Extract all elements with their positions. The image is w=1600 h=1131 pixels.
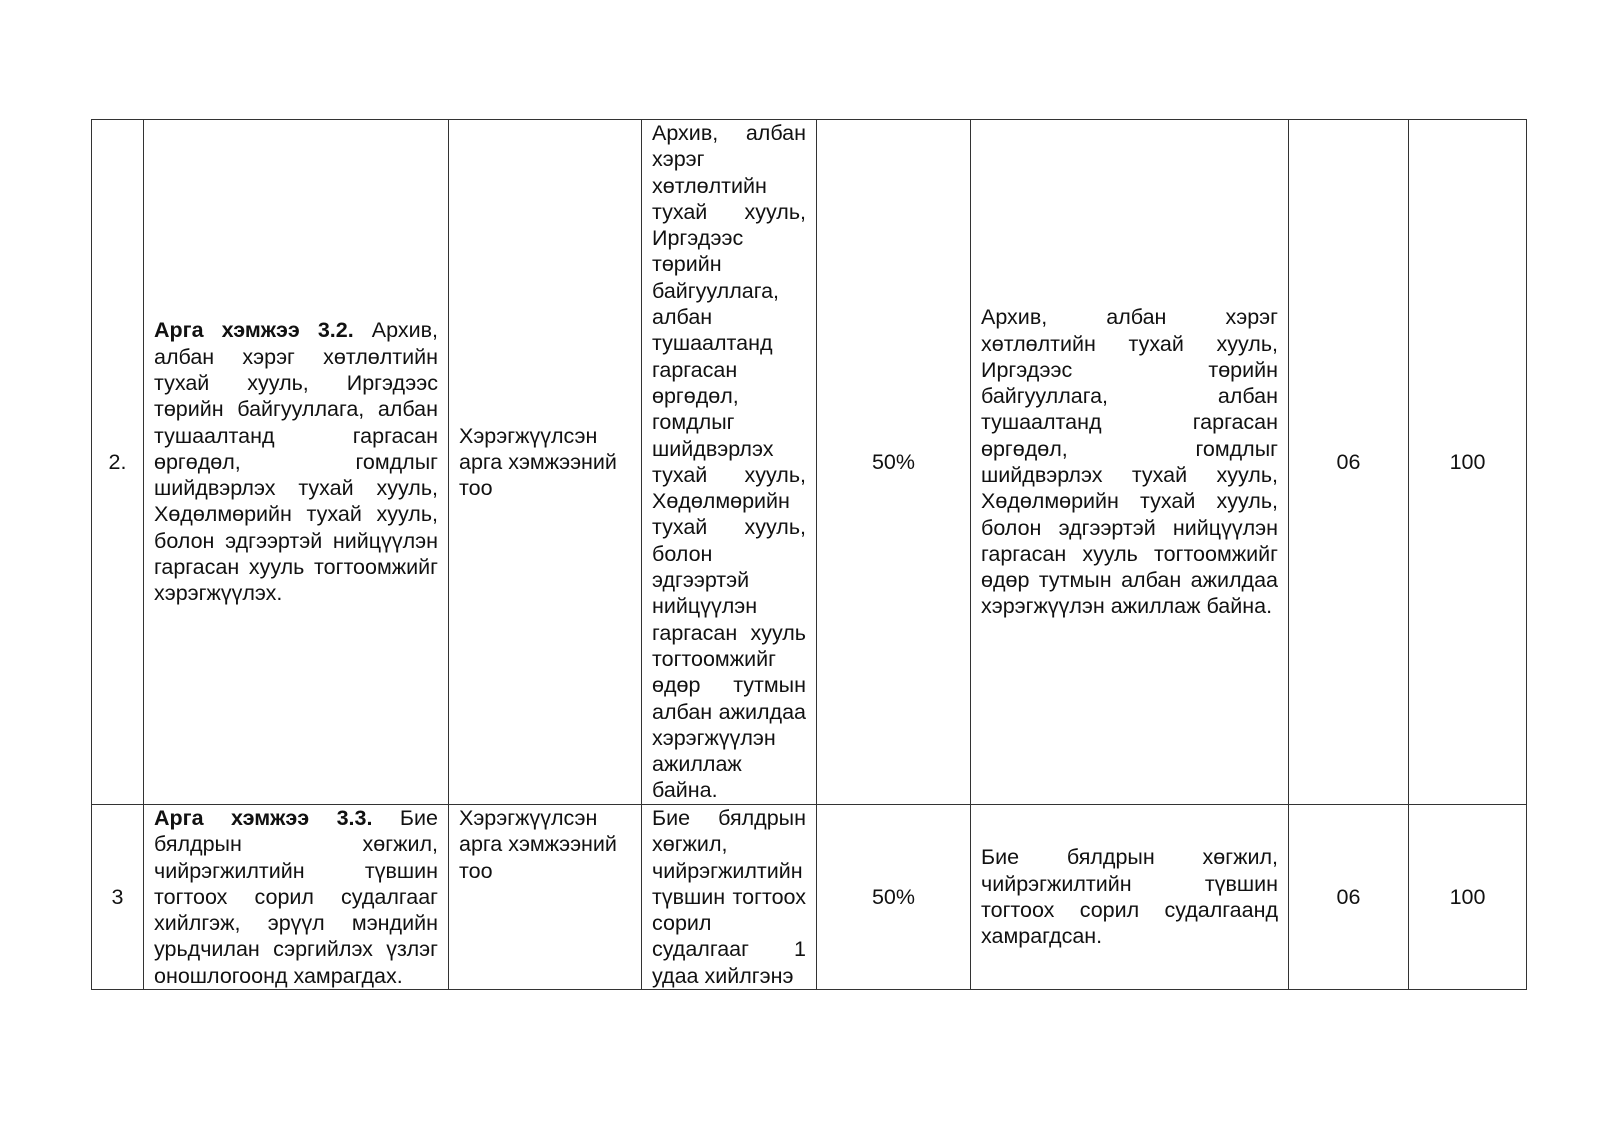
measure-label: Арга хэмжээ 3.2.	[154, 318, 354, 343]
row-number: 2.	[92, 120, 144, 805]
result-cell: Архив, албан хэрэг хөтлөлтийн тухай хууль, Иргэдээс төрийн байгууллага, албан тушаалтанд гаргасан өргөдөл, гомдлыг шийдвэрлэх тухай хууль, Хөдөлмөрийн тухай хууль, болон эдгээртэй нийцүүлэн гаргасан хууль тогтоомжийг өдөр тутмын албан ажилдаа хэрэгжүүлэн ажиллаж байна.	[971, 120, 1289, 805]
table-row	[92, 120, 1527, 805]
score-cell: 100	[1409, 120, 1527, 805]
month-cell: 06	[1289, 120, 1409, 805]
plan-cell: Бие бялдрын хөгжил, чийрэгжилтийн түвшин тогтоох сорил судалгааг 1 удаа хийлгэнэ	[642, 805, 817, 990]
score-cell: 100	[1409, 805, 1527, 990]
evaluation-table	[91, 119, 1527, 990]
percent-cell: 50%	[817, 120, 971, 805]
measure-cell	[144, 805, 449, 990]
measure-cell	[144, 120, 449, 805]
indicator-cell: Хэрэгжүүлсэн арга хэмжээний тоо	[449, 120, 642, 805]
percent-cell: 50%	[817, 805, 971, 990]
measure-label: Арга хэмжээ 3.3.	[154, 806, 373, 830]
indicator-cell: Хэрэгжүүлсэн арга хэмжээний тоо	[449, 805, 642, 990]
measure-text: Архив, албан хэрэг хөтлөлтийн тухай хууль, Иргэдээс төрийн байгууллага, албан тушаалтанд гаргасан өргөдөл, гомдлыг шийдвэрлэх тухай хууль, Хөдөлмөрийн тухай хууль, болон эдгээртэй нийцүүлэн гаргасан хууль тогтоомжийг хэрэгжүүлэх.	[154, 318, 438, 606]
result-cell: Бие бялдрын хөгжил, чийрэгжилтийн түвшин тогтоох сорил судалгаанд хамрагдсан.	[971, 805, 1289, 990]
row-number: 3	[92, 805, 144, 990]
table-row	[92, 805, 1527, 990]
month-cell: 06	[1289, 805, 1409, 990]
plan-cell: Архив, албан хэрэг хөтлөлтийн тухай хууль, Иргэдээс төрийн байгууллага, албан тушаалтанд гаргасан өргөдөл, гомдлыг шийдвэрлэх тухай хууль, Хөдөлмөрийн тухай хууль, болон эдгээртэй нийцүүлэн гаргасан хууль тогтоомжийг өдөр тутмын албан ажилдаа хэрэгжүүлэн ажиллаж байна.	[642, 120, 817, 805]
measure-text: Бие бялдрын хөгжил, чийрэгжилтийн түвшин тогтоох сорил судалгааг хийлгэж, эрүүл мэндийн урьдчилан сэргийлэх үзлэг оношлогоонд хамрагдах.	[154, 806, 438, 988]
